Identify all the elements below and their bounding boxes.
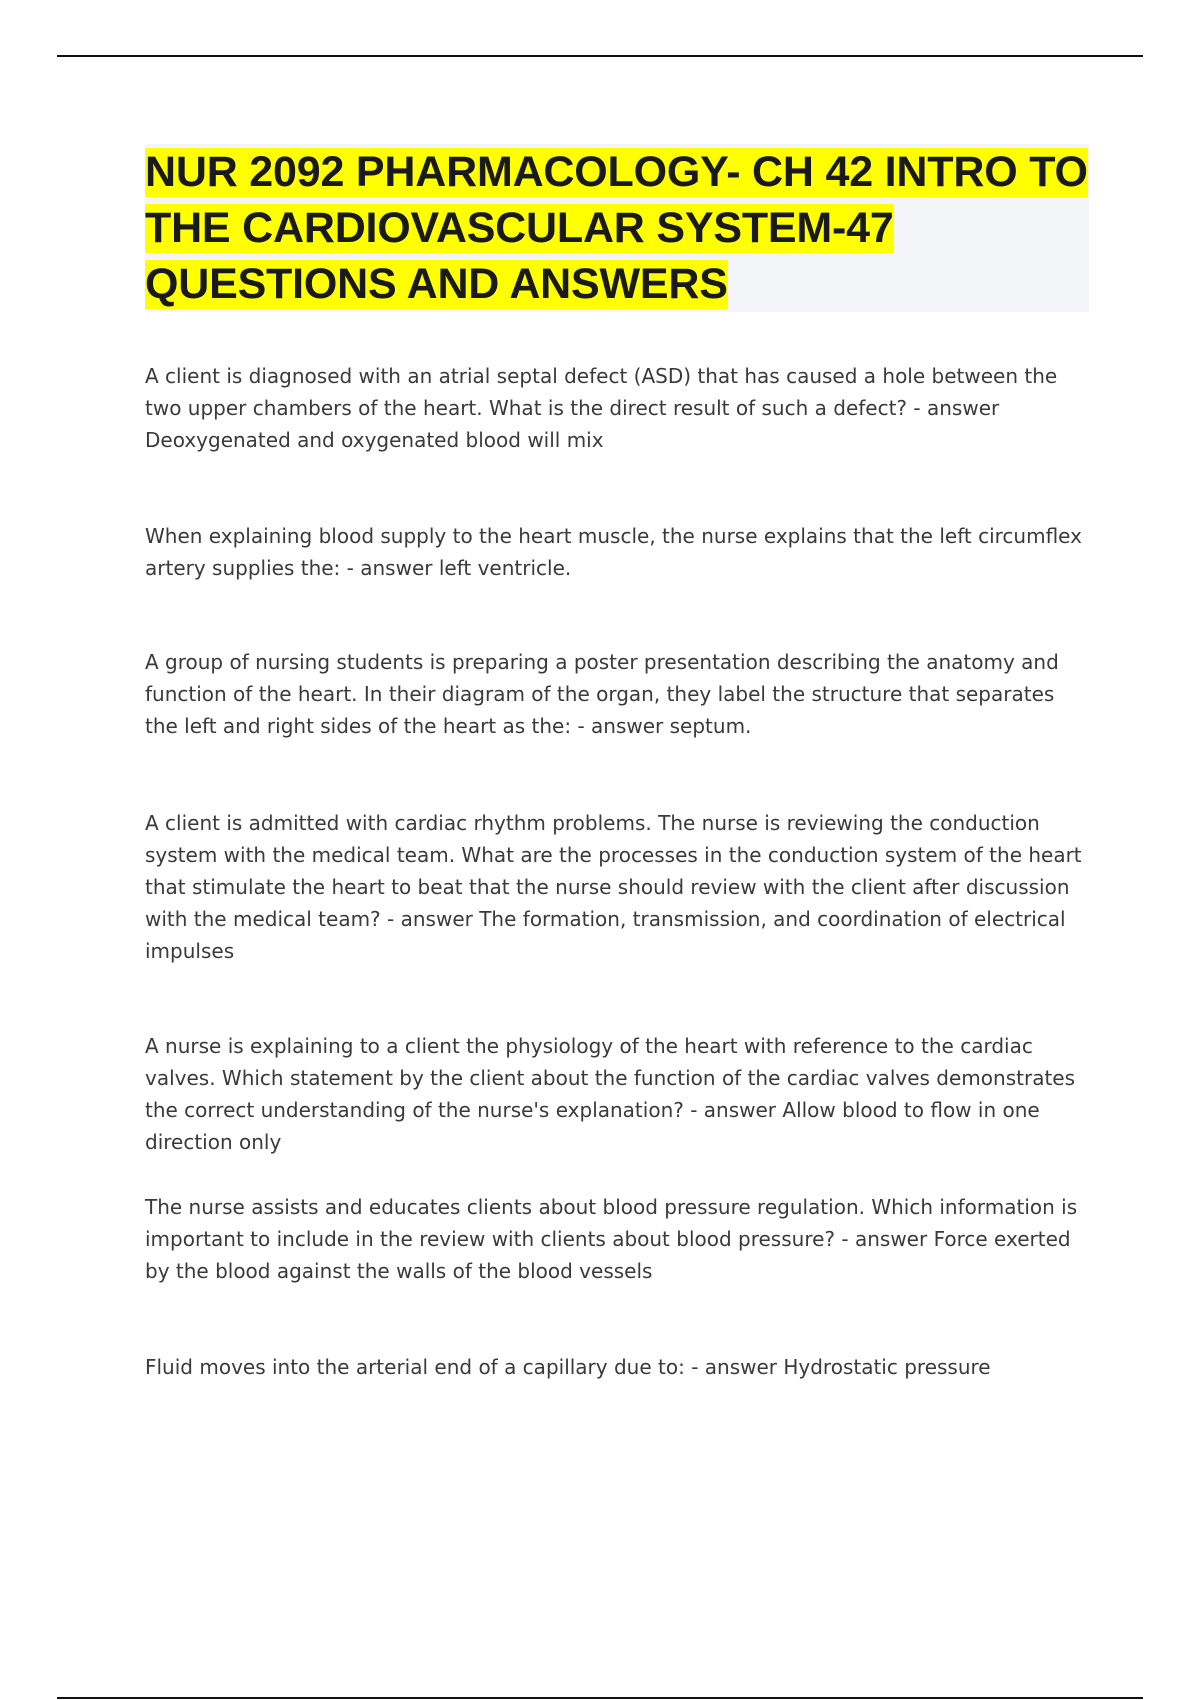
answer-prefix: - answer	[913, 396, 1000, 420]
answer-prefix: - answer	[841, 1227, 928, 1251]
question-text: When explaining blood supply to the heart muscle, the nurse explains that the left circumflex artery supplies the:	[145, 524, 1082, 580]
question-text: A nurse is explaining to a client the physiology of the heart with reference to the cardiac valves. Which statement by the client about the function of the cardiac valves demonstrates the correct understanding of the nurse's explanation?	[145, 1034, 1076, 1122]
qa-item-3	[145, 646, 1090, 742]
title-block	[145, 144, 1089, 312]
qa-item-4	[145, 807, 1090, 967]
answer-text: septum.	[669, 714, 752, 738]
answer-text: Deoxygenated and oxygenated blood will mix	[145, 428, 604, 452]
qa-item-5	[145, 1030, 1090, 1158]
answer-text: Allow blood to flow in one direction only	[145, 1098, 1040, 1154]
header-rule	[57, 55, 1143, 57]
footer-rule	[57, 1697, 1143, 1699]
qa-item-7	[145, 1351, 1090, 1383]
answer-text: Force exerted by the blood against the walls of the blood vessels	[145, 1227, 1071, 1283]
document-title	[145, 144, 1089, 312]
question-text: A client is diagnosed with an atrial septal defect (ASD) that has caused a hole between the two upper chambers of the heart. What is the direct result of such a defect?	[145, 364, 1058, 420]
question-text: The nurse assists and educates clients about blood pressure regulation. Which information is important to include in the review with clients about blood pressure?	[145, 1195, 1078, 1251]
qa-item-1	[145, 360, 1090, 456]
title-highlight: NUR 2092 PHARMACOLOGY- CH 42 INTRO TO THE CARDIOVASCULAR SYSTEM-47 QUESTIONS AND ANSWERS	[145, 148, 1088, 308]
answer-prefix: - answer	[691, 1355, 777, 1379]
answer-prefix: - answer	[577, 714, 664, 738]
question-text: A client is admitted with cardiac rhythm problems. The nurse is reviewing the conduction system with the medical team. What are the processes in the conduction system of the heart that stimulate the heart to beat that the nurse should review with the client after discussion with the medical team?	[145, 811, 1082, 931]
answer-prefix: - answer	[387, 907, 473, 931]
answer-text: Hydrostatic pressure	[783, 1355, 991, 1379]
qa-item-2	[145, 520, 1090, 584]
question-text: A group of nursing students is preparing a poster presentation describing the anatomy and function of the heart. In their diagram of the organ, they label the structure that separates the left and right sides of the heart as the:	[145, 650, 1059, 738]
qa-item-6	[145, 1191, 1090, 1287]
answer-text: The formation, transmission, and coordination of electrical impulses	[145, 907, 1066, 963]
answer-text: left ventricle.	[438, 556, 572, 580]
answer-prefix: - answer	[346, 556, 433, 580]
answer-prefix: - answer	[690, 1098, 777, 1122]
question-text: Fluid moves into the arterial end of a capillary due to:	[145, 1355, 685, 1379]
